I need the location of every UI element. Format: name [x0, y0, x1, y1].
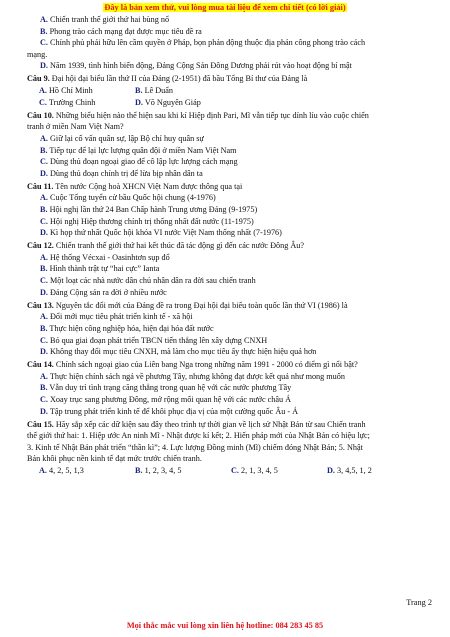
- page-number: Trang 2: [406, 598, 432, 607]
- question-9-options-row-2: [27, 97, 425, 109]
- option-d: D. Đảng Cộng sản ra đời ở nhiều nước: [40, 287, 167, 297]
- question-9: Câu 9. Đại hội đại biểu lần thứ II của Đảng (2-1951) đã bầu Tổng Bí thư của Đảng là: [27, 74, 308, 84]
- option-d: D. Tập trung phát triển kinh tế để khôi phục địa vị của một cường quốc Âu - Á: [40, 406, 299, 416]
- option-a: A. Hệ thống Vécxai - Oasinhtơn sụp đổ: [40, 252, 170, 262]
- option-d: D. Không thay đổi mục tiêu CNXH, mà làm cho mục tiêu ấy thực hiện hiệu quả hơn: [40, 347, 317, 357]
- question-10: Câu 10. Những biểu hiện nào thể hiện sau khi kí Hiệp định Pari, Mĩ vẫn tiếp tục dính líu vào cuộc chiến: [27, 110, 369, 120]
- question-15: Câu 15. Hãy sắp xếp các dữ kiện sau đây theo trình tự thời gian về lịch sử Nhật Bản từ sau Chiến tranh: [27, 419, 366, 429]
- option-a: A. 4, 2, 5, 1,3: [39, 466, 84, 476]
- option-a: A. Thực hiện chính sách ngả về phương Tây, nhưng không đạt được kết quả như mong muốn: [40, 371, 345, 381]
- option-c: C. 2, 1, 3, 4, 5: [231, 466, 278, 476]
- option-b: B. Thực hiện công nghiệp hóa, hiện đại hóa đất nước: [40, 323, 214, 333]
- question-14: Câu 14. Chính sách ngoại giao của Liên bang Nga trong những năm 1991 - 2000 có điểm gì nổi bật?: [27, 360, 358, 370]
- preview-notice-text: Đây là bản xem thử, vui lòng mua tài liệu để xem chi tiết (có lời giải): [104, 3, 346, 12]
- option-b: B. Lê Duẩn: [135, 86, 173, 96]
- question-15-line-2: thế giới thứ hai: 1. Hiệp ước An ninh Mĩ - Nhật được kí kết; 2. Hiến pháp mới của Nhật Bản có hiệu lực;: [27, 431, 370, 441]
- option-d: D. Dùng thủ đoạn chính trị để lừa bịp nhân dân ta: [40, 168, 203, 178]
- option-d: D. Võ Nguyên Giáp: [135, 97, 201, 107]
- option-c: C. Trường Chinh: [39, 97, 96, 107]
- question-10-continuation: tranh ở miền Nam Việt Nam?: [27, 122, 124, 132]
- option-c: C. Bỏ qua giai đoạn phát triển TBCN tiến thẳng lên xây dựng CNXH: [40, 335, 268, 345]
- option-b: B. Hình thành trật tự “hai cực” Ianta: [40, 264, 160, 274]
- option-c: C. Hội nghị Hiệp thương chính trị thống nhất đất nước (11-1975): [40, 216, 254, 226]
- option-c: C. Một loạt các nhà nước dân chủ nhân dân ra đời sau chiến tranh: [40, 276, 256, 286]
- option-a: A. Hồ Chí Minh: [39, 86, 93, 96]
- option-b: B. Vẫn duy trì tình trạng căng thẳng trong quan hệ với các nước phương Tây: [40, 383, 292, 393]
- question-12: Câu 12. Chiến tranh thế giới thứ hai kết thúc đã tác động gì đến các nước Đông Âu?: [27, 241, 304, 251]
- option-c: C. Chính phủ phái hữu lên cầm quyền ở Pháp, bọn phản động thuộc địa phản công phong trào cách: [40, 38, 366, 48]
- option-b: B. Phong trào cách mạng đạt được mục tiêu đề ra: [40, 26, 202, 36]
- option-c-continuation: mạng.: [27, 49, 48, 59]
- option-c: C. Dùng thủ đoạn ngoại giao để cô lập lực lượng cách mạng: [40, 157, 238, 167]
- question-9-options-row-1: [27, 85, 425, 97]
- question-15-line-4: Bản khôi phục nền kinh tế đạt mức trước chiến tranh.: [27, 454, 202, 464]
- hotline-footer: Mọi thắc mắc vui lòng xin liên hệ hotline: 084 283 45 85: [126, 621, 324, 630]
- option-a: A. Chiến tranh thế giới thứ hai bùng nổ: [40, 15, 170, 24]
- question-13: Câu 13. Nguyên tắc đổi mới của Đảng đề ra trong Đại hội đại biểu toàn quốc lần thứ VI (1986) là: [27, 300, 348, 310]
- option-b: B. 1, 2, 3, 4, 5: [135, 466, 182, 476]
- option-b: B. Tiếp tục để lại lực lượng quân đội ở miền Nam Việt Nam: [40, 145, 237, 155]
- document-content: [27, 14, 425, 477]
- question-15-options: [27, 465, 425, 477]
- option-b: B. Hội nghị lần thứ 24 Ban Chấp hành Trung ương Đảng (9-1975): [40, 205, 258, 214]
- option-a: A. Cuộc Tổng tuyển cử bầu Quốc hội chung (4-1976): [40, 193, 216, 203]
- option-a: A. Giữ lại cố vấn quân sự, lập Bộ chỉ huy quân sự: [40, 133, 204, 143]
- option-d: D. Năm 1939, tình hình biến động, Đảng Cộng Sản Đông Dương phải rút vào hoạt động bí mật: [40, 61, 352, 71]
- question-11: Câu 11. Tên nước Cộng hoà XHCN Việt Nam được thông qua tại: [27, 181, 243, 191]
- option-c: C. Xoay trục sang phương Đông, mở rộng mối quan hệ với các nước châu Á: [40, 395, 292, 404]
- preview-notice-banner: [0, 3, 450, 12]
- question-15-line-3: 3. Kinh tế Nhật Bản phát triển “thần kì”; 4. Lực lượng Đồng minh (Mĩ) chiếm đóng Nhật Bản; 5. Nhật: [27, 442, 363, 452]
- option-d: D. 3, 4,5, 1, 2: [327, 466, 372, 476]
- option-a: A. Đổi mới mục tiêu phát triển kinh tế - xã hội: [40, 312, 193, 322]
- option-d: D. Kì họp thứ nhất Quốc hội khóa VI nước Việt Nam thống nhất (7-1976): [40, 228, 282, 238]
